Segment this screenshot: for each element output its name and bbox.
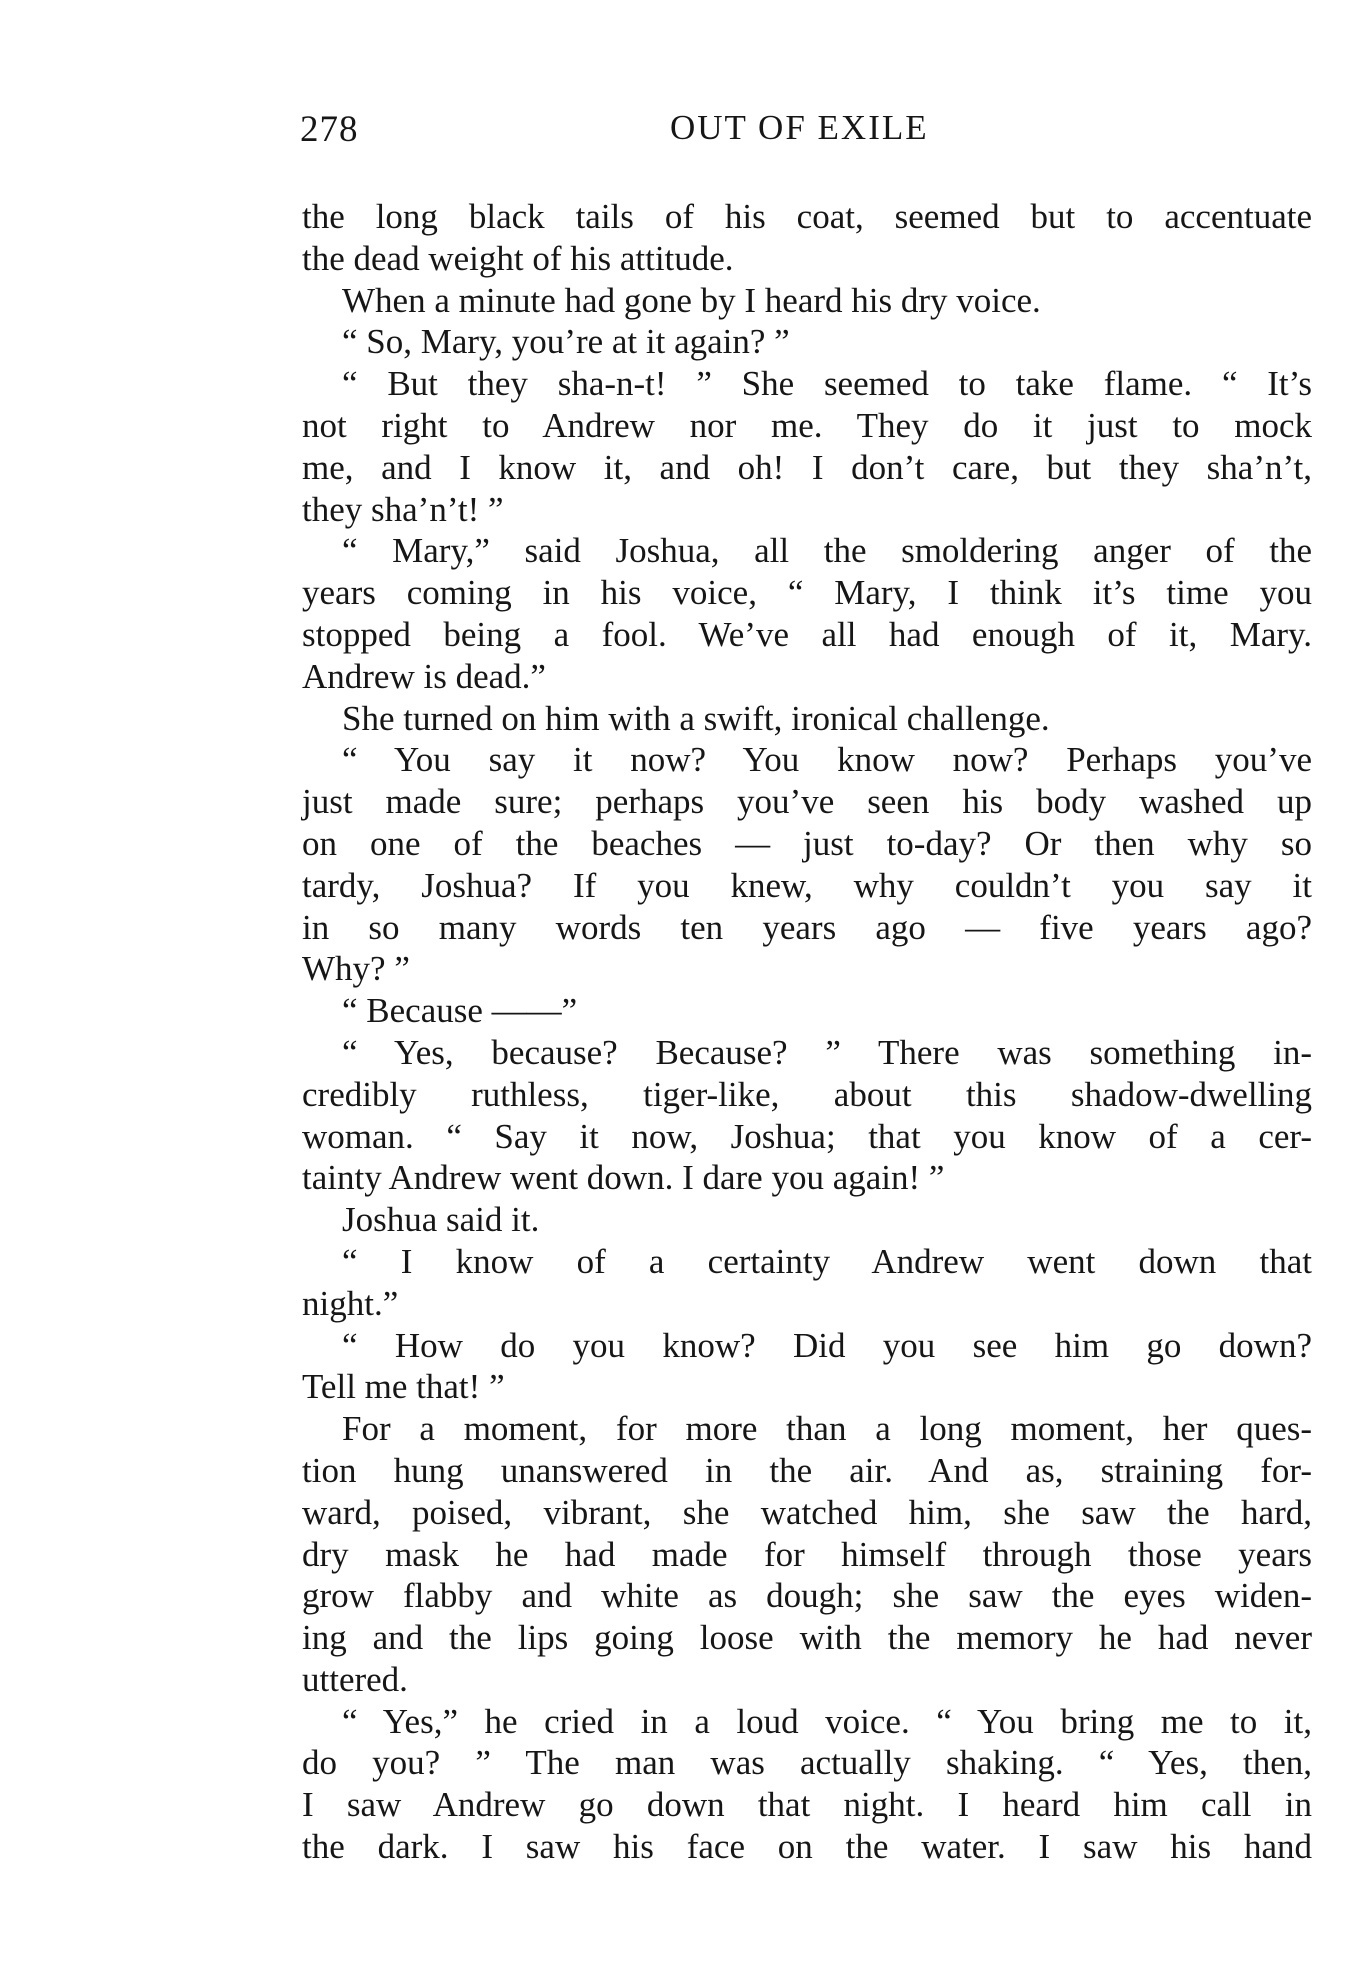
text-line: night.”	[302, 1283, 399, 1323]
text-line: She turned on him with a swift, ironical challenge.	[342, 698, 1050, 738]
text-line: “ Mary,” said Joshua, all the smoldering anger of the	[342, 531, 1312, 571]
text-line: credibly ruthless, tiger-like, about this shadow-dwelling	[302, 1074, 1312, 1114]
text-line: “ But they sha-n-t! ” She seemed to take flame. “ It’s	[342, 364, 1312, 404]
text-line: When a minute had gone by I heard his dry voice.	[342, 280, 1041, 320]
text-line: tion hung unanswered in the air. And as, straining for-	[302, 1450, 1312, 1490]
text-line: stopped being a fool. We’ve all had enough of it, Mary.	[302, 614, 1312, 654]
page-number: 278	[300, 109, 359, 150]
text-line: the long black tails of his coat, seemed but to accentuate	[302, 197, 1312, 236]
text-line: ing and the lips going loose with the memory he had never	[302, 1618, 1312, 1658]
text-line: Tell me that! ”	[302, 1367, 505, 1407]
text-line: years coming in his voice, “ Mary, I think it’s time you	[302, 573, 1312, 613]
text-line: tainty Andrew went down. I dare you again! ”	[302, 1158, 945, 1198]
text-line: “ How do you know? Did you see him go down?	[342, 1325, 1312, 1365]
text-line: the dark. I saw his face on the water. I saw his hand	[302, 1827, 1312, 1867]
text-line: me, and I know it, and oh! I don’t care, but they sha’n’t,	[302, 447, 1312, 487]
text-line: I saw Andrew go down that night. I heard him call in	[302, 1785, 1312, 1825]
running-head: OUT OF EXILE	[670, 108, 929, 147]
text-line: grow flabby and white as dough; she saw the eyes widen-	[302, 1576, 1312, 1616]
text-line: “ Because ——”	[342, 991, 578, 1031]
text-line: Why? ”	[302, 949, 410, 989]
text-line: not right to Andrew nor me. They do it just to mock	[302, 405, 1312, 445]
text-line: uttered.	[302, 1659, 408, 1699]
text-line: in so many words ten years ago — five years ago?	[302, 907, 1312, 947]
page-header	[300, 108, 1040, 158]
text-line: they sha’n’t! ”	[302, 489, 504, 529]
text-line: the dead weight of his attitude.	[302, 238, 734, 278]
text-line: Andrew is dead.”	[302, 656, 546, 696]
text-line: For a moment, for more than a long moment, her ques-	[342, 1409, 1312, 1449]
text-line: “ Yes, because? Because? ” There was something in-	[342, 1032, 1312, 1072]
text-line: “ Yes,” he cried in a loud voice. “ You bring me to it,	[342, 1701, 1312, 1741]
text-line: “ So, Mary, you’re at it again? ”	[342, 322, 790, 362]
text-line: do you? ” The man was actually shaking. “ Yes, then,	[302, 1743, 1312, 1783]
text-line: Joshua said it.	[342, 1200, 540, 1240]
text-line: “ I know of a certainty Andrew went down that	[342, 1241, 1312, 1281]
text-line: dry mask he had made for himself through those years	[302, 1534, 1312, 1574]
text-line: on one of the beaches — just to-day? Or then why so	[302, 823, 1312, 863]
body-text	[302, 196, 1312, 1868]
text-line: “ You say it now? You know now? Perhaps you’ve	[342, 740, 1312, 780]
text-line: woman. “ Say it now, Joshua; that you know of a cer-	[302, 1116, 1312, 1156]
text-line: just made sure; perhaps you’ve seen his body washed up	[302, 782, 1312, 822]
text-line: ward, poised, vibrant, she watched him, she saw the hard,	[302, 1492, 1312, 1532]
text-line: tardy, Joshua? If you knew, why couldn’t you say it	[302, 865, 1312, 905]
